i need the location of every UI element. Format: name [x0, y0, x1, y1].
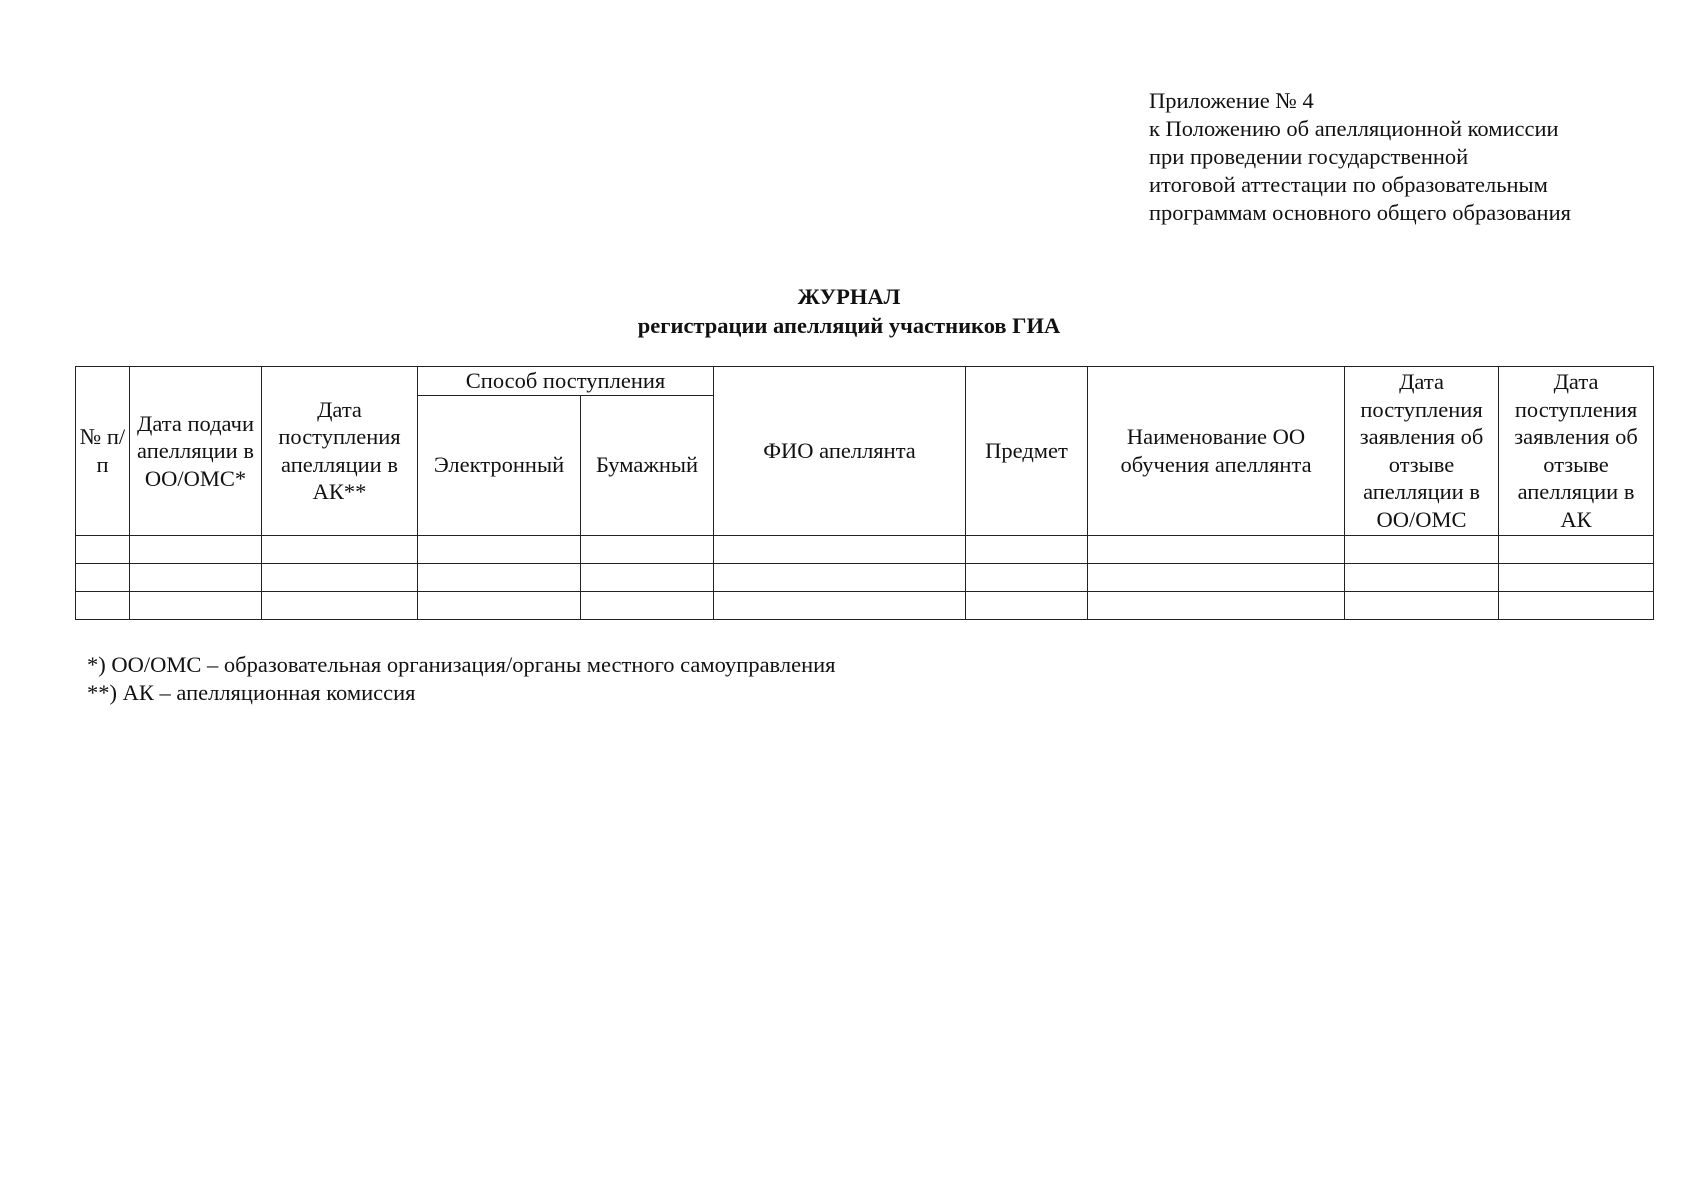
- col-header-electronic: Электронный: [418, 395, 581, 535]
- table-cell[interactable]: [130, 535, 262, 563]
- col-header-school: Наименование ОО обучения апеллянта: [1088, 367, 1345, 536]
- document-title: [0, 282, 1698, 340]
- title-main: ЖУРНАЛ: [797, 284, 901, 309]
- appendix-line: итоговой аттестации по образовательным: [1149, 172, 1548, 197]
- table-cell[interactable]: [1088, 563, 1345, 591]
- col-header-receipt-date: Дата поступления апелляции в АК**: [262, 367, 418, 536]
- table-row: [76, 535, 1654, 563]
- footnote: *) ОО/ОМС – образовательная организация/органы местного самоуправления: [87, 652, 836, 677]
- table-cell[interactable]: [581, 535, 714, 563]
- table-cell[interactable]: [418, 591, 581, 619]
- table-cell[interactable]: [1088, 591, 1345, 619]
- table-cell[interactable]: [262, 563, 418, 591]
- col-header-subject: Предмет: [966, 367, 1088, 536]
- footnote: **) АК – апелляционная комиссия: [87, 680, 416, 705]
- table-cell[interactable]: [966, 535, 1088, 563]
- col-header-withdraw-oo: Дата поступления заявления об отзыве апелляции в ОО/ОМС: [1345, 367, 1499, 536]
- table-cell[interactable]: [418, 563, 581, 591]
- table-cell[interactable]: [714, 591, 966, 619]
- table-cell[interactable]: [262, 591, 418, 619]
- table-cell[interactable]: [76, 591, 130, 619]
- footnotes: [87, 651, 836, 707]
- appeals-journal-table: [75, 366, 1654, 620]
- table-cell[interactable]: [76, 535, 130, 563]
- table-cell[interactable]: [130, 591, 262, 619]
- table-cell[interactable]: [130, 563, 262, 591]
- col-header-submit-date: Дата подачи апелляции в ОО/ОМС*: [130, 367, 262, 536]
- table-cell[interactable]: [581, 563, 714, 591]
- table-cell[interactable]: [966, 591, 1088, 619]
- table-cell[interactable]: [262, 535, 418, 563]
- table-cell[interactable]: [1088, 535, 1345, 563]
- table-cell[interactable]: [1345, 563, 1499, 591]
- col-header-num: № п/п: [76, 367, 130, 536]
- table-cell[interactable]: [76, 563, 130, 591]
- col-header-paper: Бумажный: [581, 395, 714, 535]
- appendix-line: при проведении государственной: [1149, 144, 1469, 169]
- table-cell[interactable]: [1499, 535, 1654, 563]
- table-cell[interactable]: [714, 535, 966, 563]
- table-cell[interactable]: [1499, 563, 1654, 591]
- appendix-line: программам основного общего образования: [1149, 200, 1571, 225]
- col-header-withdraw-ak: Дата поступления заявления об отзыве апелляции в АК: [1499, 367, 1654, 536]
- table-row: [76, 591, 1654, 619]
- table-cell[interactable]: [418, 535, 581, 563]
- title-subtitle: регистрации апелляций участников ГИА: [637, 313, 1061, 338]
- table-cell[interactable]: [1345, 591, 1499, 619]
- table-cell[interactable]: [714, 563, 966, 591]
- table-cell[interactable]: [581, 591, 714, 619]
- col-group-header-method: Способ поступления: [418, 367, 714, 396]
- appendix-note: [1149, 87, 1571, 227]
- appendix-line: Приложение № 4: [1149, 88, 1314, 113]
- table-cell[interactable]: [966, 563, 1088, 591]
- table-header-row: [76, 367, 1654, 396]
- table-row: [76, 563, 1654, 591]
- appendix-line: к Положению об апелляционной комиссии: [1149, 116, 1559, 141]
- col-header-fio: ФИО апеллянта: [714, 367, 966, 536]
- table-cell[interactable]: [1499, 591, 1654, 619]
- table-cell[interactable]: [1345, 535, 1499, 563]
- table-body: [76, 535, 1654, 619]
